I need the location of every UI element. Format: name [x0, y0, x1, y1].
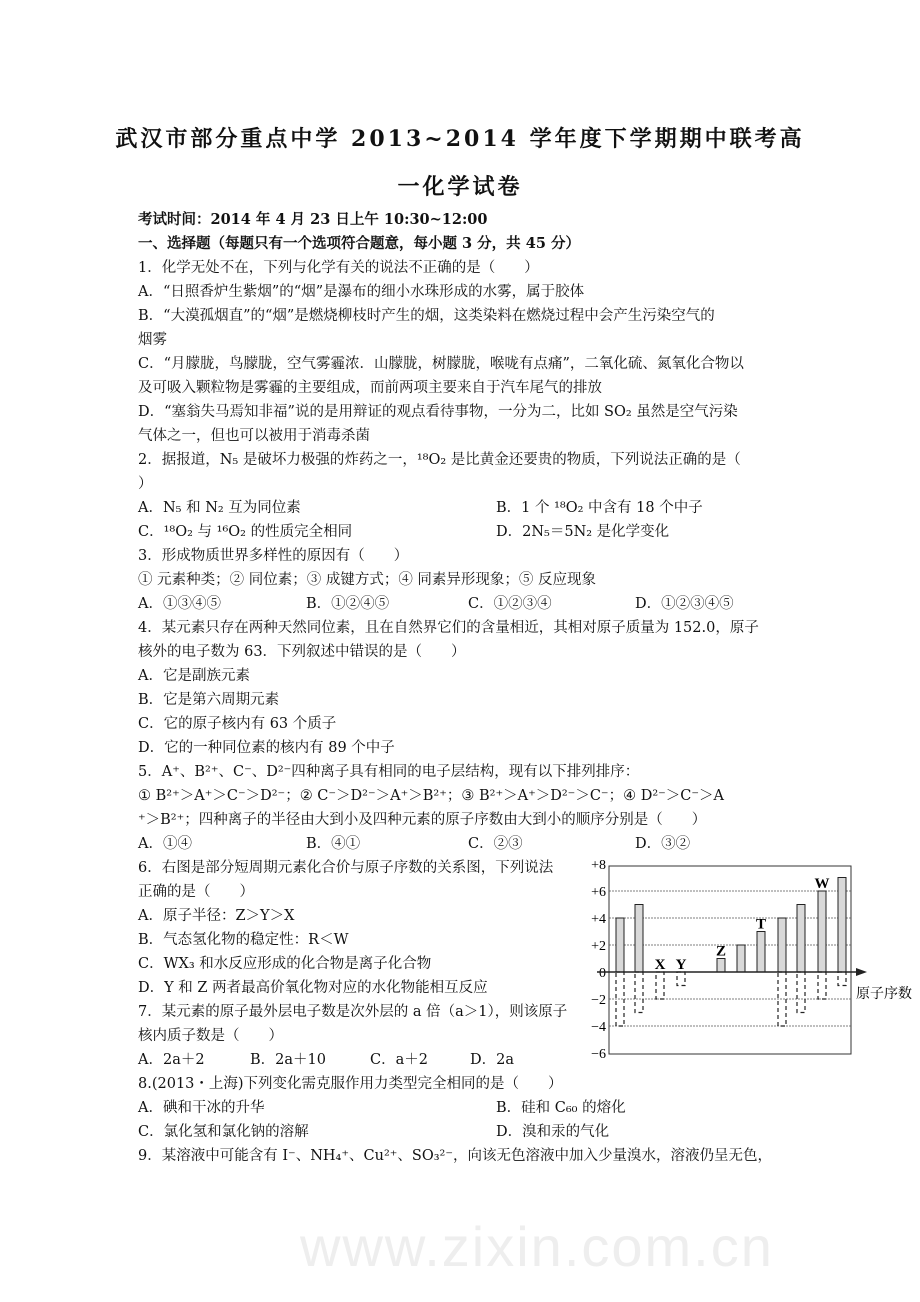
answer-option: A．2a＋2 [138, 1052, 205, 1068]
positive-valence-bar [737, 945, 745, 972]
text-line: 5．A⁺、B²⁺、C⁻、D²⁻四种离子具有相同的电子层结构，现有以下排列排序： [138, 764, 640, 780]
point-label: Y [675, 957, 687, 973]
x-axis-arrow-icon [856, 968, 867, 976]
answer-option: C．②③ [468, 836, 523, 852]
point-label: Z [715, 943, 727, 960]
text-line: ⁺＞B²⁺；四种离子的半径由大到小及四种元素的原子序数由大到小的顺序分别是（ ） [138, 812, 707, 828]
text-line: 烟雾 [138, 332, 167, 348]
text-line: 8.(2013・上海)下列变化需克服作用力类型完全相同的是（ ） [138, 1076, 563, 1092]
answer-option: A．碘和干冰的升华 [138, 1100, 265, 1116]
text-line: 4．某元素只存在两种天然同位素，且在自然界它们的含量相近，其相对原子质量为 152.0，原子 [138, 620, 759, 636]
answer-option: C．a＋2 [370, 1052, 428, 1068]
positive-valence-bar [717, 959, 725, 973]
answer-option: D．①②③④⑤ [635, 596, 734, 612]
point-label: X [654, 957, 666, 973]
text-line: 7．某元素的原子最外层电子数是次外层的 a 倍（a＞1），则该原子 [138, 1004, 568, 1020]
answer-option: C．¹⁸O₂ 与 ¹⁶O₂ 的性质完全相同 [138, 524, 353, 540]
text-line: A．原子半径：Z＞Y＞X [138, 908, 295, 924]
answer-option: D．③② [635, 836, 691, 852]
text-line: B．它是第六周期元素 [138, 692, 280, 708]
y-tick-label: +6 [591, 885, 606, 900]
text-line: 考试时间：2014 年 4 月 23 日上午 10:30~12:00 [138, 211, 488, 228]
positive-valence-bar [818, 891, 826, 972]
text-line [138, 1120, 798, 1144]
valence-chart [580, 855, 920, 1060]
text-line: A．它是副族元素 [138, 668, 250, 684]
text-line: ） [138, 476, 153, 492]
page-title-line1: 武汉市部分重点中学 2013~2014 学年度下学期期中联考高 [115, 126, 805, 152]
text-line: C．WX₃ 和水反应形成的化合物是离子化合物 [138, 956, 432, 972]
x-axis-label: 原子序数 [856, 986, 912, 1002]
answer-option: B．④① [306, 836, 361, 852]
answer-option: C．氯化氢和氯化钠的溶解 [138, 1124, 309, 1140]
text-line: 6．右图是部分短周期元素化合价与原子序数的关系图，下列说法 [138, 860, 554, 876]
text-line [138, 520, 798, 544]
text-line: A．“日照香炉生紫烟”的“烟”是瀑布的细小水珠形成的水雾，属于胶体 [138, 284, 585, 300]
answer-option: D．2a [470, 1052, 514, 1068]
text-line: D．Y 和 Z 两者最高价氧化物对应的水化物能相互反应 [138, 980, 488, 996]
positive-valence-bar [797, 905, 805, 973]
text-line: 气体之一，但也可以被用于消毒杀菌 [138, 428, 370, 444]
text-line: D．“塞翁失马焉知非福”说的是用辩证的观点看待事物，一分为二，比如 SO₂ 虽然是空气污染 [138, 404, 738, 420]
text-line: ① 元素种类；② 同位素；③ 成键方式；④ 同素异形现象；⑤ 反应现象 [138, 572, 597, 588]
text-line: 核内质子数是（ ） [138, 1028, 283, 1044]
text-line: ① B²⁺＞A⁺＞C⁻＞D²⁻；② C⁻＞D²⁻＞A⁺＞B²⁺；③ B²⁺＞A⁺＞D²⁻＞C⁻；④ D²⁻＞C⁻＞A [138, 788, 725, 804]
positive-valence-bar [838, 878, 846, 973]
y-tick-label: +8 [591, 858, 606, 873]
text-line [138, 496, 798, 520]
text-line [138, 832, 798, 856]
text-line: D．它的一种同位素的核内有 89 个中子 [138, 740, 395, 756]
text-line: 正确的是（ ） [138, 884, 254, 900]
text-line [138, 1096, 798, 1120]
watermark: www.zixin.com.cn [300, 1215, 774, 1278]
point-label: T [755, 916, 767, 933]
text-line: 2．据报道，N₅ 是破坏力极强的炸药之一，¹⁸O₂ 是比黄金还要贵的物质，下列说法正确的是（ [138, 452, 741, 468]
text-line: B．气态氢化物的稳定性：R＜W [138, 932, 349, 948]
page-title-line2: 一化学试卷 [397, 174, 523, 200]
answer-option: A．①④ [138, 836, 192, 852]
y-tick-label: +2 [591, 939, 606, 954]
text-line: 3．形成物质世界多样性的原因有（ ） [138, 548, 409, 564]
y-tick-label: 0 [599, 966, 606, 981]
positive-valence-bar [757, 932, 765, 973]
text-line: 及可吸入颗粒物是雾霾的主要组成，而前两项主要来自于汽车尾气的排放 [138, 380, 602, 396]
answer-option: B．1 个 ¹⁸O₂ 中含有 18 个中子 [496, 500, 703, 516]
text-line: 1．化学无处不在，下列与化学有关的说法不正确的是（ ） [138, 260, 539, 276]
answer-option: D．2N₅＝5N₂ 是化学变化 [496, 524, 670, 540]
text-line: B．“大漠孤烟直”的“烟”是燃烧柳枝时产生的烟，这类染料在燃烧过程中会产生污染空气的 [138, 308, 715, 324]
answer-option: C．①②③④ [468, 596, 552, 612]
positive-valence-bar [635, 905, 643, 973]
positive-valence-bar [616, 918, 624, 972]
text-line: 9．某溶液中可能含有 I⁻、NH₄⁺、Cu²⁺、SO₃²⁻，向该无色溶液中加入少量溴水，溶液仍呈无色， [138, 1148, 773, 1164]
text-line: 一、选择题（每题只有一个选项符合题意，每小题 3 分，共 45 分） [138, 235, 580, 252]
answer-option: B．①②④⑤ [306, 596, 390, 612]
answer-option: A．①③④⑤ [138, 596, 221, 612]
positive-valence-bar [778, 918, 786, 972]
y-tick-label: +4 [591, 912, 606, 927]
y-tick-label: −6 [591, 1047, 606, 1060]
answer-option: B．硅和 C₆₀ 的熔化 [496, 1100, 626, 1116]
text-line [138, 592, 798, 616]
answer-option: D．溴和汞的气化 [496, 1124, 610, 1140]
answer-option: B．2a＋10 [250, 1052, 326, 1068]
y-tick-label: −4 [591, 1020, 606, 1035]
text-line: C．它的原子核内有 63 个质子 [138, 716, 337, 732]
point-label: W [814, 876, 830, 892]
y-tick-label: −2 [591, 993, 606, 1008]
answer-option: A．N₅ 和 N₂ 互为同位素 [138, 500, 301, 516]
text-line: C．“月朦胧，鸟朦胧，空气雾霾浓．山朦胧，树朦胧，喉咙有点痛”，二氧化硫、氮氧化合物以 [138, 356, 744, 372]
text-line: 核外的电子数为 63．下列叙述中错误的是（ ） [138, 644, 466, 660]
